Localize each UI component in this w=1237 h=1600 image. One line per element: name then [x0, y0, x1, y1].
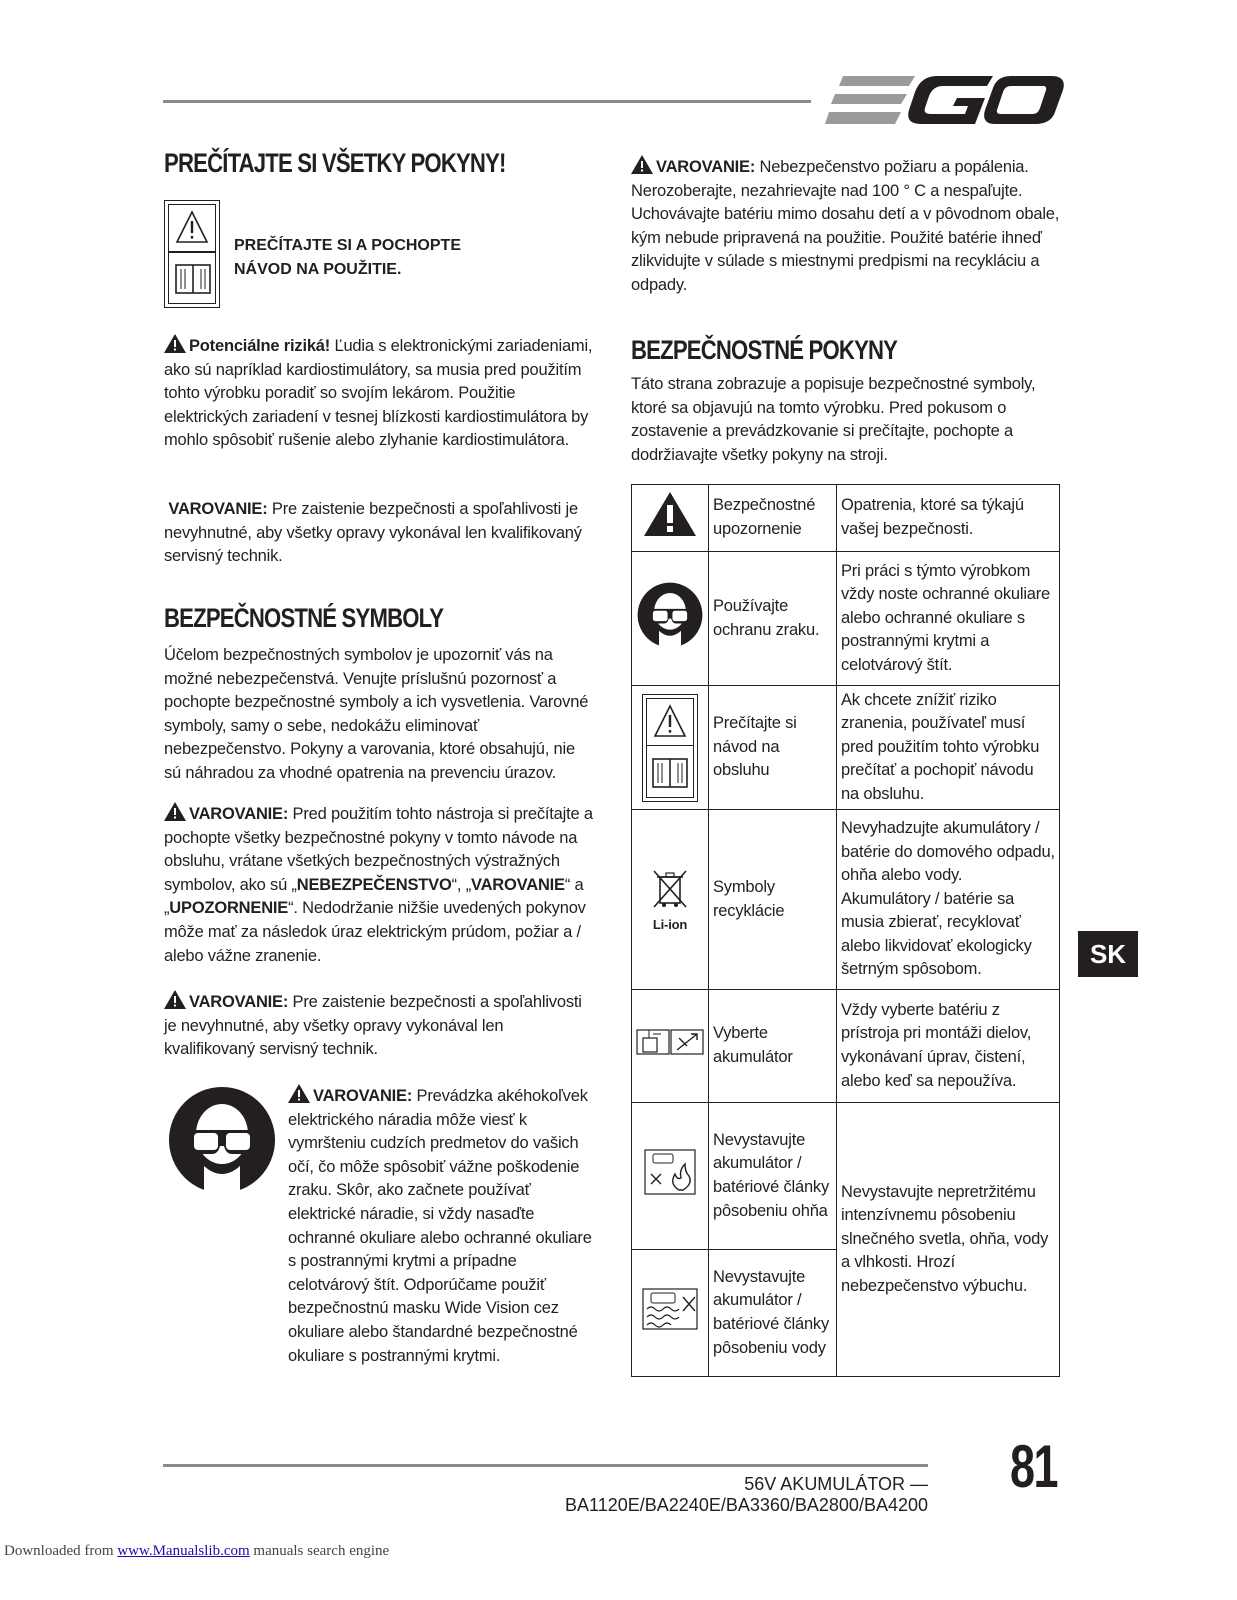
risk-paragraph: Potenciálne riziká! Ľudia s elektronickými zariadeniami, ako sú napríklad kardiostimulátory, sa musia pred použitím tohto výrobku poradiť so svojím lekárom. Použitie elektrických zariadení v tesnej blízkosti kardiostimulátora by mohlo spôsobiť rušenie alebo zlyhanie kardiostimulátora.	[164, 334, 594, 453]
page-number: 81	[1010, 1433, 1058, 1500]
table-row	[632, 1103, 1060, 1250]
table-row	[632, 686, 1060, 810]
alert-triangle-icon	[175, 209, 209, 245]
warning-service-paragraph: VAROVANIE: Pre zaistenie bezpečnosti a spoľahlivosti je nevyhnutné, aby všetky opravy vykonával len kvalifikovaný servisný technik.	[164, 990, 594, 1062]
table-cell-meaning: Vždy vyberte batériu z prístroja pri montáži dielov, vykonávaní úprav, čistení, alebo keď sa nepoužíva.	[837, 990, 1060, 1103]
ego-logo	[825, 72, 1065, 128]
footer-rule	[163, 1464, 928, 1467]
table-icon-cell	[632, 686, 709, 810]
warning-repairs-paragraph: VAROVANIE: Pre zaistenie bezpečnosti a spoľahlivosti je nevyhnutné, aby všetky opravy vykonával len kvalifikovaný servisný technik.	[164, 500, 582, 566]
table-cell-symbol: Nevystavujte akumulátor / batériové články pôsobeniu ohňa	[709, 1103, 837, 1250]
table-icon-cell	[632, 810, 709, 990]
warning-eyes-paragraph: VAROVANIE: Prevádzka akéhokoľvek elektrického náradia môže viesť k vymršteniu cudzích predmetov do vašich očí, čo môže spôsobiť vážne poškodenie zraku. Skôr, ako začnete používať elektrické náradie, si vždy nasaďte ochranné okuliare alebo ochranné okuliare s postrannými krytmi a prípadne celotvárový štít. Odporúčame použiť bezpečnostnú masku Wide Vision cez okuliare alebo štandardné bezpečnostné okuliare s postrannými krytmi.	[288, 1084, 594, 1368]
table-cell-symbol: Bezpečnostné upozornenie	[709, 485, 837, 552]
recycle-bin-icon	[648, 867, 692, 911]
symbols-table	[631, 484, 1060, 1377]
table-icon-cell	[632, 485, 709, 552]
table-cell-meaning: Opatrenia, ktoré sa týkajú vašej bezpečnosti.	[837, 485, 1060, 552]
table-cell-symbol: Vyberte akumulátor	[709, 990, 837, 1103]
safety-instructions-title: BEZPEČNOSTNÉ POKYNY	[631, 335, 898, 365]
eye-protection-icon	[168, 1086, 276, 1194]
language-tab: SK	[1078, 931, 1138, 977]
read-manual-label: PREČÍTAJTE SI A POCHOPTE NÁVOD NA POUŽITIE.	[234, 237, 461, 278]
table-row	[632, 810, 1060, 990]
alert-triangle-icon	[653, 703, 687, 739]
no-fire-icon	[643, 1148, 697, 1196]
manualslib-link[interactable]: www.Manualslib.com	[117, 1543, 250, 1559]
warning-read-paragraph: VAROVANIE: Pred použitím tohto nástroja si prečítajte a pochopte všetky bezpečnostné pokyny v tomto návode na obsluhu, vrátane všetkých bezpečnostných výstražných symbolov, ako sú „NEBEZPEČENSTVO“, „VAROVANIE“ a „UPOZORNENIE“. Nedodržanie nižšie uvedených pokynov môže mať za následok úraz elektrickým prúdom, požiar a / alebo vážne zranenie.	[164, 802, 594, 968]
table-cell-meaning: Ak chcete znížiť riziko zranenia, používateľ musí pred použitím tohto výrobku prečítať a pochopiť návodu na obsluhu.	[837, 686, 1060, 810]
table-cell-symbol: Nevystavujte akumulátor / batériové články pôsobeniu vody	[709, 1250, 837, 1377]
table-cell-symbol: Používajte ochranu zraku.	[709, 552, 837, 686]
page-title: PREČÍTAJTE SI VŠETKY POKYNY!	[164, 148, 506, 178]
warning-icon	[164, 802, 186, 821]
remove-battery-icon	[635, 1026, 705, 1058]
table-icon-cell	[632, 990, 709, 1103]
table-cell-meaning: Pri práci s týmto výrobkom vždy noste ochranné okuliare alebo ochranné okuliare s postrannými krytmi a celotvárový štít.	[837, 552, 1060, 686]
footer-model-text: 56V AKUMULÁTOR — BA1120E/BA2240E/BA3360/BA2800/BA4200	[565, 1474, 928, 1515]
table-cell-meaning: Nevyhadzujte akumulátory / batérie do domového odpadu, ohňa alebo vody. Akumulátory / batérie sa musia zbierať, recyklovať alebo likvidovať ekologicky šetrným spôsobom.	[837, 810, 1060, 990]
table-icon-cell	[632, 1250, 709, 1377]
warning-icon	[288, 1084, 310, 1103]
li-ion-label: Li-ion	[652, 917, 688, 933]
table-icon-cell	[632, 552, 709, 686]
eye-protection-icon	[637, 582, 703, 648]
table-cell-symbol: Prečítajte si návod na obsluhu	[709, 686, 837, 810]
warning-icon	[164, 990, 186, 1009]
table-cell-symbol: Symboly recyklácie	[709, 810, 837, 990]
fire-warning-paragraph: VAROVANIE: Nebezpečenstvo požiaru a popálenia. Nerozoberajte, nezahrievajte nad 100 ° C a nespaľujte. Uchovávajte batériu mimo dosahu detí a v pôvodnom obale, kým nebude pripravená na použitie. Použité batérie ihneď zlikvidujte v súlade s miestnymi predpismi na recykláciu a odpady.	[631, 155, 1063, 298]
table-row	[632, 990, 1060, 1103]
table-row	[632, 485, 1060, 552]
warning-icon	[631, 155, 653, 174]
instructions-paragraph: Táto strana zobrazuje a popisuje bezpečnostné symboly, ktoré sa objavujú na tomto výrobku. Pred pokusom o zostavenie a prevádzkovanie si prečítajte, pochopte a dodržiavajte všetky pokyny na stroji.	[631, 375, 1036, 464]
download-note: Downloaded from www.Manualslib.com manuals search engine	[4, 1543, 390, 1559]
no-water-icon	[641, 1287, 699, 1331]
symbols-paragraph: Účelom bezpečnostných symbolov je upozorniť vás na možné nebezpečenstvá. Venujte príslušnú pozornosť a pochopte bezpečnostné symboly a ich vysvetlenia. Varovné symboly, samy o sebe, nedokážu eliminovať nebezpečenstvo. Pokyny a varovania, ktoré obsahujú, nie sú náhradou za vhodné opatrenia na prevenciu úrazov.	[164, 646, 589, 782]
safety-symbols-title: BEZPEČNOSTNÉ SYMBOLY	[164, 603, 444, 633]
warning-icon	[164, 334, 186, 353]
table-icon-cell	[632, 1103, 709, 1250]
alert-triangle-icon	[642, 490, 698, 538]
table-cell-meaning: Nevystavujte nepretržitému intenzívnemu pôsobeniu slnečného svetla, ohňa, vody a vlhkosti. Hrozí nebezpečenstvo výbuchu.	[837, 1103, 1060, 1377]
table-row	[632, 552, 1060, 686]
book-icon	[650, 753, 690, 793]
header-rule	[163, 100, 811, 103]
book-icon	[173, 259, 213, 299]
read-manual-box	[164, 200, 220, 308]
